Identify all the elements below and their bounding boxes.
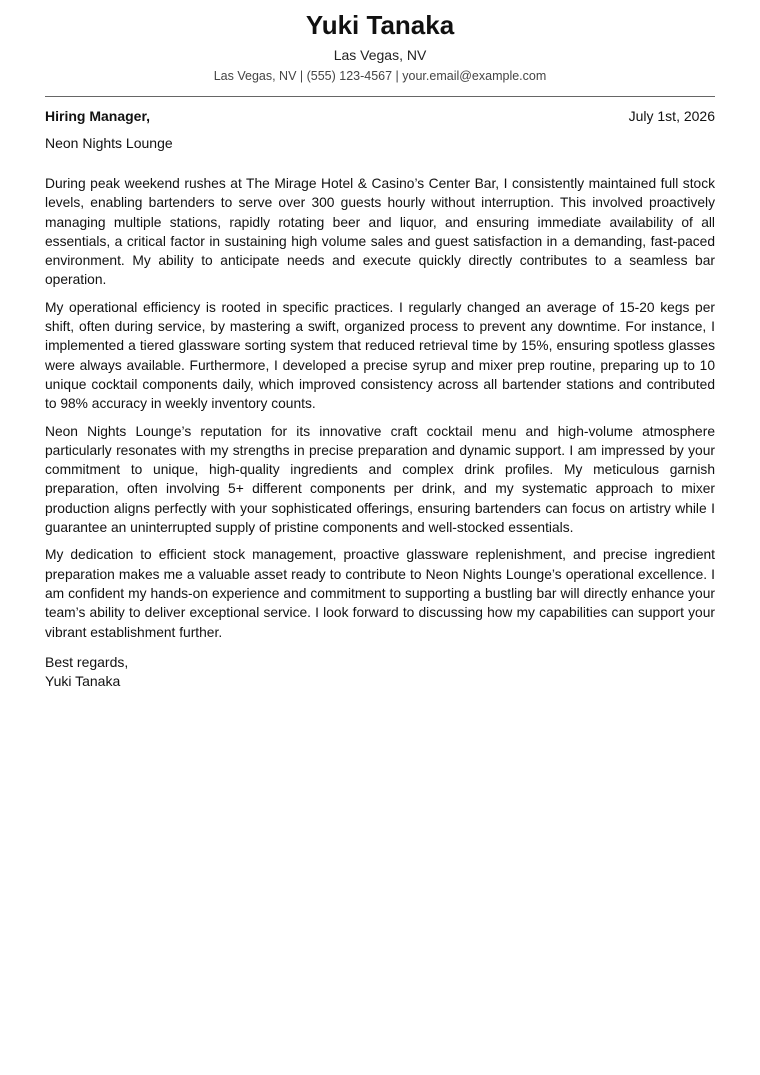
company-name: Neon Nights Lounge xyxy=(45,135,173,151)
contact-line: Las Vegas, NV | (555) 123-4567 | your.email@example.com xyxy=(213,69,547,83)
closing-phrase: Best regards, xyxy=(45,653,129,670)
body-paragraph-4: My dedication to efficient stock management, proactive glassware replenishment, and precise ingredient preparation makes me a valuable asset ready to contribute to Neon Nights Lounge’s operational excellence. I am confident my hands-on experience and commitment to supporting a bustling bar will directly enhance your team’s ability to deliver exceptional service. I look forward to discussing how my capabilities can support your vibrant establishment further. xyxy=(45,547,715,640)
recipient-date-row xyxy=(45,107,715,125)
signature-name: Yuki Tanaka xyxy=(45,672,121,689)
applicant-name: Yuki Tanaka xyxy=(305,10,455,40)
body-paragraph-1: During peak weekend rushes at The Mirage Hotel & Casino’s Center Bar, I consistently maintained full stock levels, enabling bartenders to serve over 300 guests hourly without interruption. This involved proactively managing multiple stations, rapidly rotating beer and liquor, and ensuring immediate availability of all essentials, a critical factor in sustaining high volume sales and guest satisfaction in a demanding, fast-paced environment. My ability to anticipate needs and execute quickly directly contributes to a seamless bar operation. xyxy=(45,176,715,288)
letter-date: July 1st, 2026 xyxy=(628,108,715,124)
body-paragraph-3: Neon Nights Lounge’s reputation for its innovative craft cocktail menu and high-volume atmosphere particularly resonates with my strengths in precise preparation and dynamic support. I am impressed by your commitment to unique, high-quality ingredients and complex drink profiles. My meticulous garnish preparation, often involving 5+ different components per drink, and my systematic approach to mixer production aligns perfectly with your sophisticated offerings, ensuring bartenders can focus on artistry while I guarantee an uninterrupted supply of pristine components and well-stocked essentials. xyxy=(45,423,715,536)
recipient-salutation: Hiring Manager, xyxy=(45,108,151,124)
applicant-location: Las Vegas, NV xyxy=(333,47,427,63)
letter-body xyxy=(45,174,715,642)
header-divider xyxy=(45,96,715,97)
body-paragraph-2: My operational efficiency is rooted in specific practices. I regularly changed an average of 15-20 kegs per shift, often during service, by mastering a swift, organized process to prevent any downtime. For instance, I implemented a tiered glassware sorting system that reduced retrieval time by 15%, ensuring spotless glasses were always available. Furthermore, I developed a precise syrup and mixer prep routine, preparing up to 10 unique cocktail components daily, which improved consistency across all bartender stations and contributed to 98% accuracy in weekly inventory counts. xyxy=(45,299,715,412)
letter-header xyxy=(45,0,715,84)
letter-closing xyxy=(45,653,715,691)
